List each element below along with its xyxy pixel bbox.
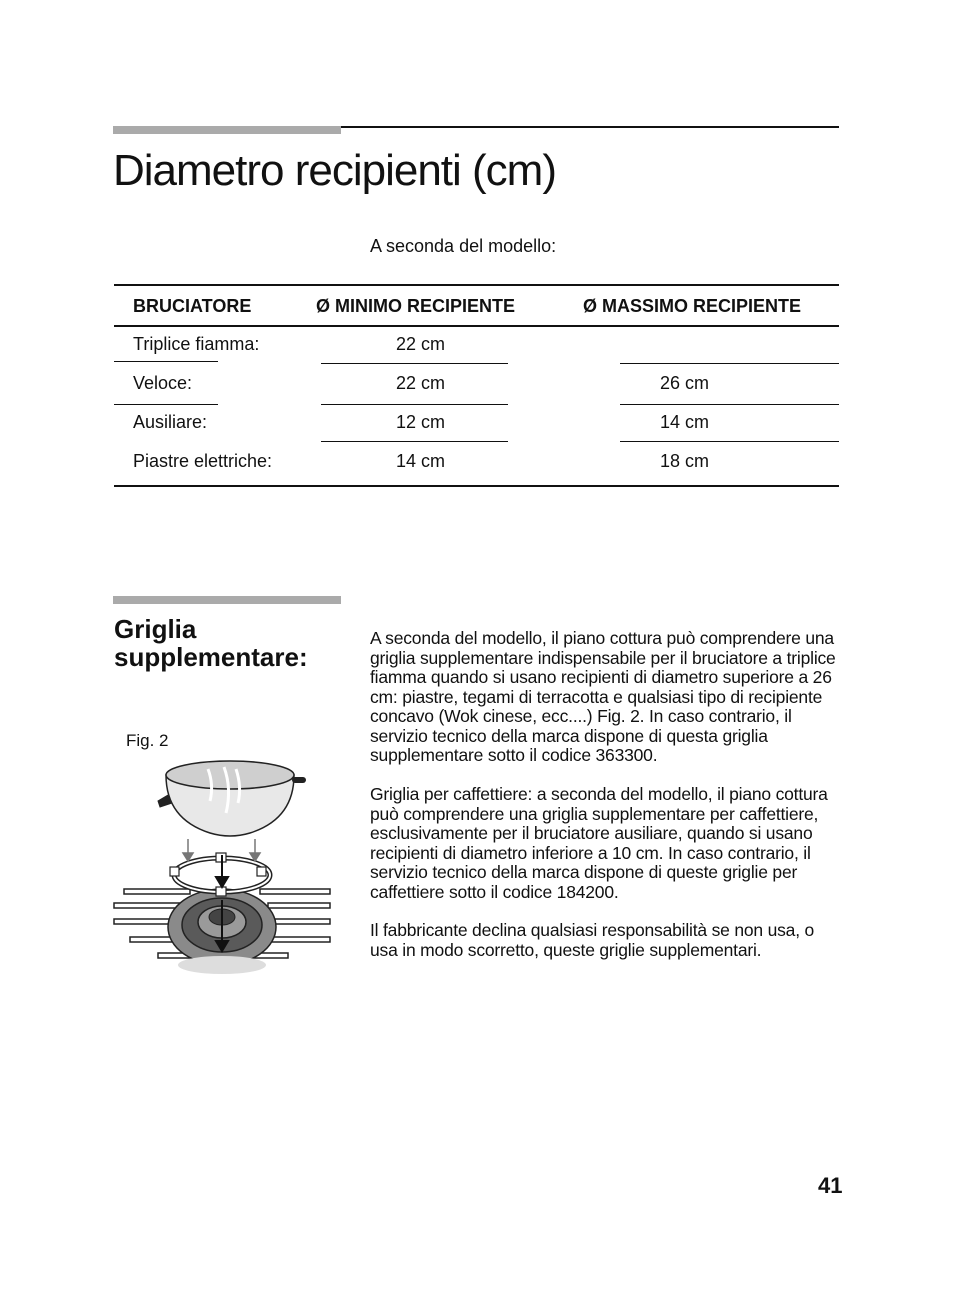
- table-cell-burner: Veloce:: [133, 373, 193, 393]
- section-heading: Griglia supplementare:: [114, 614, 308, 672]
- figure-label: Fig. 2: [126, 731, 169, 750]
- table-cell-max: 14 cm: [660, 412, 710, 432]
- row-divider: [321, 441, 508, 442]
- table-header-rule: [114, 325, 839, 327]
- table-cell-max: 26 cm: [660, 373, 710, 393]
- page-title: Diametro recipienti (cm): [113, 146, 556, 195]
- section-rule: [113, 596, 341, 604]
- table-cell-burner: Piastre elettriche:: [133, 451, 273, 471]
- table-cell-min: 14 cm: [396, 451, 446, 471]
- table-cell-min: 22 cm: [396, 373, 446, 393]
- row-divider: [620, 404, 839, 405]
- table-cell-burner: Triplice fiamma:: [133, 334, 260, 354]
- header-burner: BRUCIATORE: [133, 296, 252, 316]
- row-divider: [620, 363, 839, 364]
- table-cell-min: 12 cm: [396, 412, 446, 432]
- top-rule-accent: [113, 126, 341, 134]
- page-number: 41: [818, 1173, 843, 1198]
- header-min: Ø MINIMO RECIPIENTE: [316, 296, 516, 316]
- row-divider: [321, 404, 508, 405]
- table-cell-max: 18 cm: [660, 451, 710, 471]
- intro-text: A seconda del modello:: [370, 236, 557, 256]
- row-divider: [321, 363, 508, 364]
- table-cell-burner: Ausiliare:: [133, 412, 208, 432]
- row-divider: [114, 361, 218, 362]
- table-top-rule: [114, 284, 839, 286]
- wok-grid-illustration: [110, 755, 340, 980]
- row-divider: [620, 441, 839, 442]
- table-cell-min: 22 cm: [396, 334, 446, 354]
- header-max: Ø MASSIMO RECIPIENTE: [583, 296, 802, 316]
- paragraph: Griglia per caffettiere: a seconda del modello, il piano cottura può comprendere una griglia supplementare per caffettiere, esclusivamente per il bruciatore ausiliare, quando si usano recipienti di diametro inferiore a 10 cm. In caso contrario, il servizio tecnico della marca dispone di queste griglie per caffettiere sotto il codice 184200.: [370, 784, 828, 902]
- row-divider: [114, 404, 218, 405]
- table-bottom-rule: [114, 485, 839, 487]
- paragraph: A seconda del modello, il piano cottura può comprendere una griglia supplementare indispensabile per il bruciatore a triplice fiamma quando si usano recipienti di diametro superiore a 26 cm: piastre, tegami di terracotta e qualsiasi tipo di recipiente concavo (Wok cinese, ecc....) Fig. 2. In caso contrario, il servizio tecnico della marca dispone di questa griglia supplementare sotto il codice 363300.: [370, 628, 836, 765]
- paragraph: Il fabbricante declina qualsiasi responsabilità se non usa, o usa in modo scorretto, queste griglie supplementari.: [370, 920, 815, 960]
